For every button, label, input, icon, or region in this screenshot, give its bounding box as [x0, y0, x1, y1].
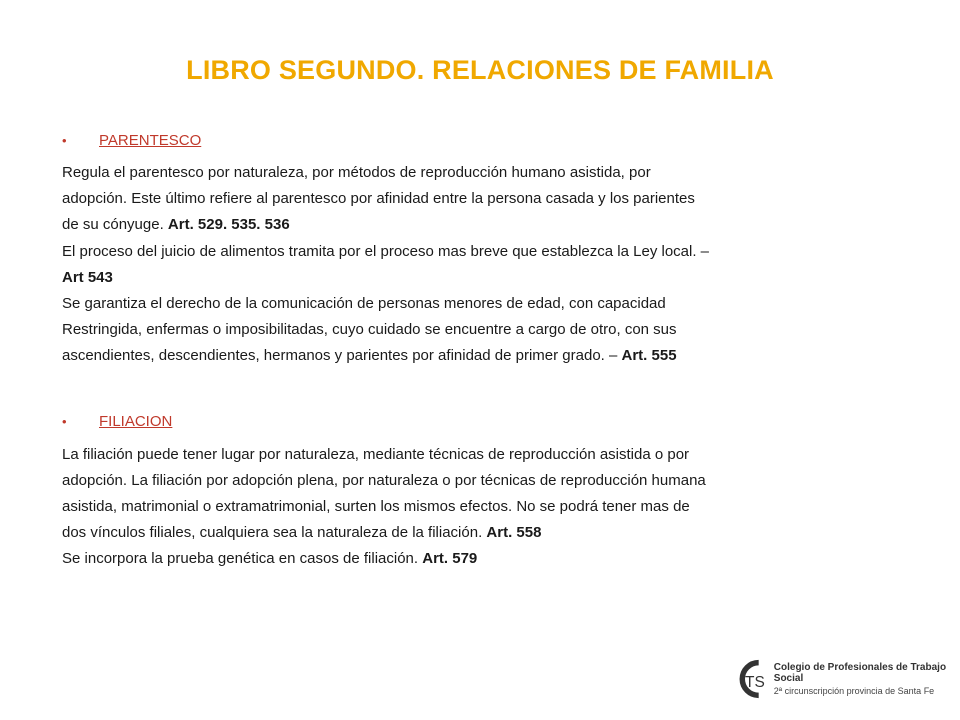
organization-logo: [735, 655, 960, 703]
text-line: ascendientes, descendientes, hermanos y parientes por afinidad de primer grado. – Art. 555: [62, 347, 677, 365]
text-line: El proceso del juicio de alimentos tramita por el proceso mas breve que establezca la Ley local. –: [62, 242, 710, 260]
text-line: [62, 265, 822, 291]
text-line: adopción. Este último refiere al parentesco por afinidad entre la persona casada y los parientes: [62, 190, 695, 208]
paragraph-parentesco: [62, 160, 822, 370]
text-line: Regula el parentesco por naturaleza, por métodos de reproducción humano asistida, por: [62, 164, 651, 181]
text-line: dos vínculos filiales, cualquiera sea la naturaleza de la filiación. Art. 558: [62, 524, 542, 542]
text-line: Se garantiza el derecho de la comunicación de personas menores de edad, con capacidad: [62, 295, 666, 313]
text-line: adopción. La filiación por adopción plena, por naturaleza o por técnicas de reproducción humana: [62, 471, 706, 489]
bullet-icon: •: [62, 414, 67, 430]
text-line: Restringida, enfermas o imposibilitadas, cuyo cuidado se encuentre a cargo de otro, con sus: [62, 321, 677, 339]
text-line: asistida, matrimonial o extramatrimonial, surten los mismos efectos. No se podrá tener mas de: [62, 498, 690, 516]
cts-logo-icon: [735, 655, 768, 703]
paragraph-filiacion: [62, 442, 822, 573]
page-title: LIBRO SEGUNDO. RELACIONES DE FAMILIA: [186, 55, 774, 85]
article-reference: Art. 555: [621, 347, 677, 365]
section-heading-parentesco: PARENTESCO: [99, 131, 202, 149]
text-line: Se incorpora la prueba genética en casos de filiación. Art. 579: [62, 550, 478, 568]
logo-mark: TS: [745, 674, 765, 692]
logo-subtitle: 2ª circunscripción provincia de Santa Fe: [773, 686, 935, 696]
article-reference: Art. 558: [486, 524, 542, 542]
section-heading-row: [62, 402, 822, 442]
section-heading-row: [62, 120, 822, 160]
text-line: La filiación puede tener lugar por naturaleza, mediante técnicas de reproducción asistida o por: [62, 445, 690, 463]
section-heading-filiacion: FILIACION: [99, 413, 173, 431]
text-line: de su cónyuge. Art. 529. 535. 536: [62, 216, 290, 234]
article-reference: Art 543: [62, 268, 113, 286]
article-reference: Art. 529. 535. 536: [167, 216, 290, 234]
content-body: [62, 120, 822, 573]
logo-org-name: Colegio de Profesionales de Trabajo Social: [773, 662, 947, 684]
bullet-icon: •: [62, 132, 67, 148]
article-reference: Art. 579: [422, 550, 478, 568]
